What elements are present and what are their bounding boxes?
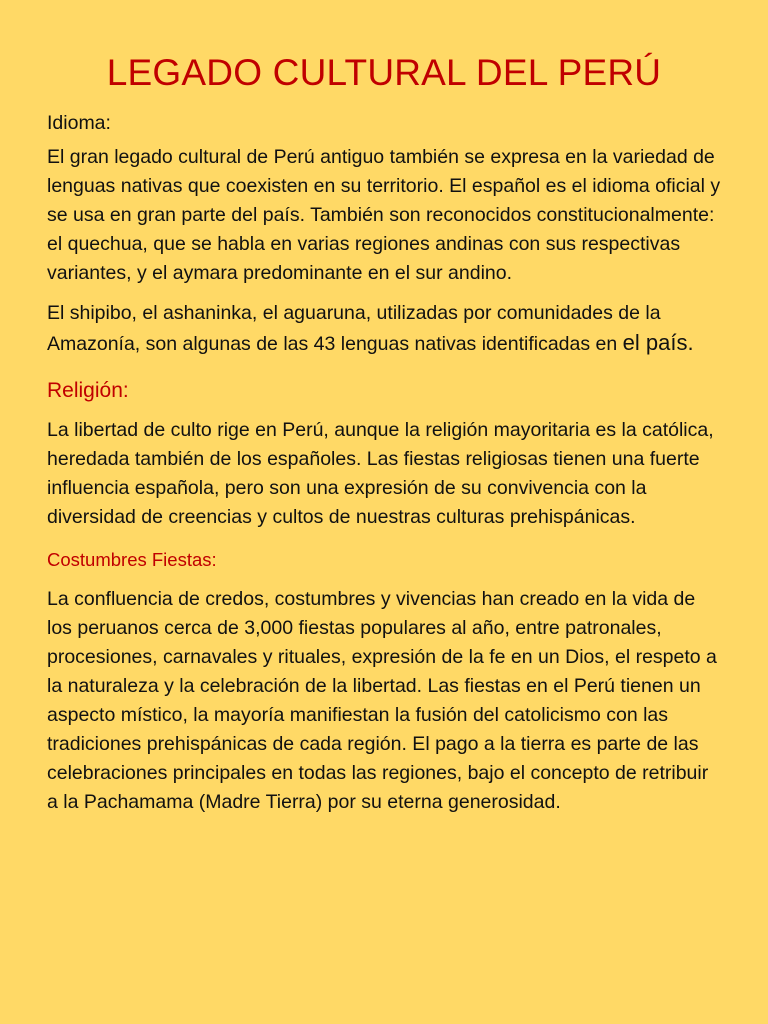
idioma-label: Idioma: — [47, 112, 111, 134]
idioma-paragraph-2-main: El shipibo, el ashaninka, el aguaruna, utilizadas por comunidades de la Amazonía, son algunas de las 43 lenguas nativas identificadas en — [47, 302, 661, 355]
idioma-paragraph-1: El gran legado cultural de Perú antiguo también se expresa en la variedad de lenguas nativas que coexisten en su territorio. El español es el idioma oficial y se usa en gran parte del país. También son reconocidos constitucionalmente: el quechua, que se habla en varias regiones andinas con sus respectivas variantes, y el aymara predominante en el sur andino. — [47, 146, 721, 284]
page-title: LEGADO CULTURAL DEL PERÚ — [106, 52, 662, 93]
costumbres-heading: Costumbres Fiestas: — [47, 549, 217, 570]
idioma-paragraph-2-tail: el país. — [622, 330, 694, 355]
idioma-paragraph-2 — [47, 299, 721, 359]
religion-heading: Religión: — [47, 379, 129, 402]
costumbres-paragraph: La confluencia de credos, costumbres y vivencias han creado en la vida de los peruanos cerca de 3,000 fiestas populares al año, entre patronales, procesiones, carnavales y rituales, expresión de la fe en un Dios, el respeto a la naturaleza y la celebración de la libertad. Las fiestas en el Perú tienen un aspecto místico, la mayoría manifiestan la fusión del catolicismo con las tradiciones prehispánicas de cada región. El pago a la tierra es parte de las celebraciones principales en todas las regiones, bajo el concepto de retribuir a la Pachamama (Madre Tierra) por su eterna generosidad. — [47, 588, 717, 813]
religion-paragraph: La libertad de culto rige en Perú, aunque la religión mayoritaria es la católica, heredada también de los españoles. Las fiestas religiosas tienen una fuerte influencia española, pero son una expresión de su convivencia con la diversidad de creencias y cultos de nuestras culturas prehispánicas. — [47, 419, 714, 528]
